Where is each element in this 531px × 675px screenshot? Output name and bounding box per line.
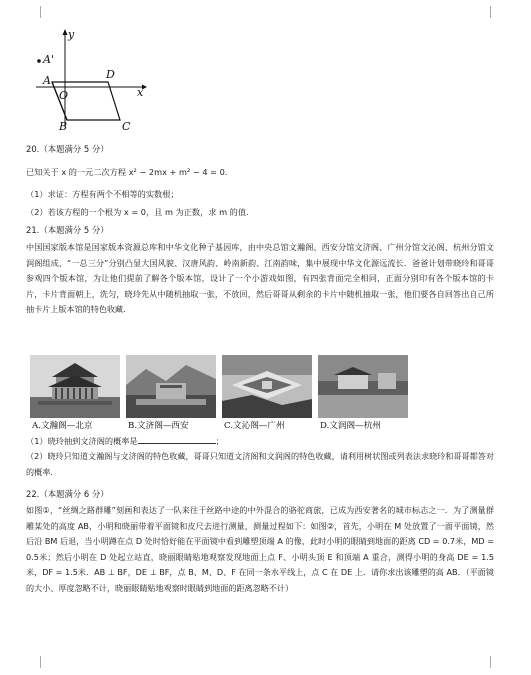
label-x: x [137,86,144,99]
q22-heading: 22.（本题满分 6 分） [26,489,109,499]
label-c: C [122,120,131,132]
caption-c: C.文沁阁—广州 [224,421,285,431]
label-o: O [59,89,69,102]
q21-paragraph: 中国国家版本馆是国家版本资源总库和中华文化种子基因库，由中央总馆文瀚阁、西安分馆文济阁、广州分馆文沁阁、杭州分馆文润阁组成，“一总三分”分别凸显大国风貌、汉唐风韵、岭南新韵、江南韵味，集中展现中华文化源远流长．爸爸计划带晓玲和哥哥参观四个版本馆，为让他们提前了解各个版本馆，设计了一个小游戏如图，有四张背面完全相同，正面分别印有各个版本馆的卡片，卡片背面朝上，洗匀，晓玲先从中随机抽取一张，不放回，然后哥哥从剩余的卡片中随机抽取一张，他们要各自回答出自己所抽卡片上版本馆的特色收藏． [26,242,494,314]
corner-mark [490,6,503,18]
corner-mark [28,6,41,18]
corner-mark [28,656,41,668]
caption-d: D.文润阁—杭州 [320,421,381,431]
label-b: B [59,120,68,132]
answer-blank [138,435,216,444]
q20-part1: （1）求证：方程有两个不相等的实数根； [26,189,179,199]
q21-part1 [26,435,496,447]
label-y: y [68,28,75,41]
caption-a: A.文瀚阁—北京 [32,421,93,431]
y-axis-arrow [63,29,68,35]
q22-paragraph: 如图①，“丝绸之路群雕”刻画和表达了一队来往于丝路中途的中外混合的骆驼商旅，已成为西安著名的城市标志之一．为了测量群雕某处的高度 AB，小明和晓丽带着平面镜和皮尺去进行测量，测量过程如下：如图②，首先，小明在 M 处放置了一面平面镜，然后沿 BM 后退，当小明蹲在点 D 处时恰好能在平面镜中看到雕塑顶端 A 的像，此时小明的眼睛到地面的距离 CD = 0.7米，MD = 0.5米；然后小明在 D 处起立站直，晓丽眼睛贴地观察发现地面上点 F、小明头顶 E 和顶端 A 重合，测得小明的身高 DE = 1.5米，DF = 1.5米．AB ⊥ BF，DE ⊥ BF，点 B、M、D、F 在同一条水平线上，点 C 在 DE 上．请你求出该雕塑的高 AB．（平面镜的大小、厚度忽略不计，晓丽眼睛贴地观察时眼睛到地面的距离忽略不计） [26,505,494,593]
coordinate-figure [30,26,150,132]
q20-heading: 20.（本题满分 5 分） [26,144,109,154]
point-a-prime [37,59,41,63]
picture-wenrun-pavilion [318,355,408,418]
q21-heading: 21.（本题满分 5 分） [26,225,109,235]
label-a-prime: A' [43,53,54,66]
q21-part1-text: （1）晓玲抽到文济阁的概率是 [26,436,138,446]
corner-mark [490,656,503,668]
caption-b: B.文济阁—西安 [128,421,189,431]
picture-wenqin-pavilion [222,355,312,418]
q21-part2: （2）晓玲只知道文瀚阁与文济阁的特色收藏，哥哥只知道文济阁和文润阁的特色收藏，请利用树状图或列表法求晓玲和哥哥都答对的概率． [26,451,494,477]
museum-pictures [30,355,410,431]
picture-wenhan-pavilion [30,355,120,418]
q20-part2: （2）若该方程的一个根为 x = 0，且 m 为正数，求 m 的值. [26,207,249,217]
q21-part1-end: ； [215,436,224,446]
picture-wenji-pavilion [126,355,216,418]
label-d: D [106,68,115,81]
q20-stem: 已知关于 x 的一元二次方程 x² − 2mx + m² − 4 = 0. [26,167,228,177]
label-a: A [43,74,51,87]
